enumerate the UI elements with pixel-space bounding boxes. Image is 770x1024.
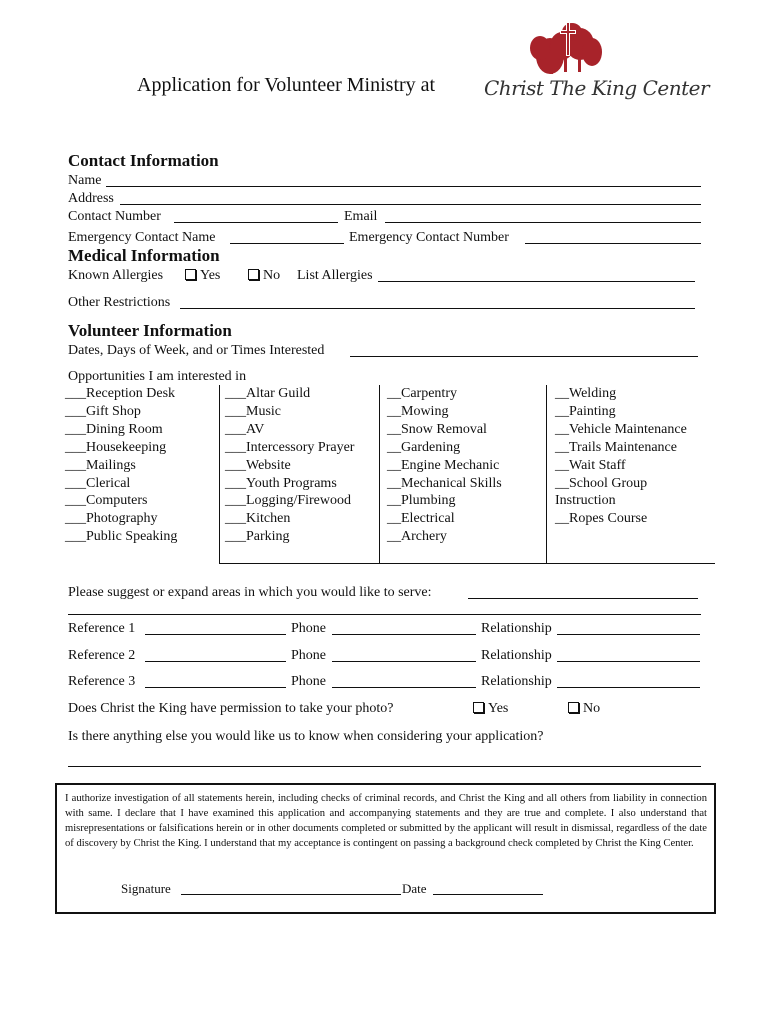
email-label: Email (344, 209, 378, 224)
list-allergies-field[interactable] (378, 281, 695, 282)
opportunity-item[interactable]: ___Parking (225, 529, 290, 545)
dates-field[interactable] (350, 356, 698, 357)
list-allergies-label: List Allergies (297, 268, 373, 283)
reference-1-phone-label: Phone (291, 621, 326, 636)
suggest-field-line-1[interactable] (468, 598, 698, 599)
opportunity-item[interactable]: __Ropes Course (555, 511, 648, 527)
opportunity-item[interactable]: __Plumbing (387, 493, 456, 509)
reference-2-label: Reference 2 (68, 648, 136, 663)
opportunities-bottom-rule (219, 563, 715, 564)
contact-heading: Contact Information (68, 151, 219, 170)
reference-3-phone-field[interactable] (332, 687, 476, 688)
opportunity-item[interactable]: __Engine Mechanic (387, 457, 500, 473)
page-title: Application for Volunteer Ministry at (137, 74, 436, 96)
reference-3-relationship-field[interactable] (557, 687, 700, 688)
opportunities-column-4 (555, 385, 705, 563)
opportunity-item[interactable]: ___AV (225, 421, 265, 437)
opportunity-item[interactable]: ___Intercessory Prayer (225, 439, 355, 455)
allergies-yes-option[interactable]: Yes (185, 267, 220, 284)
emergency-name-field[interactable] (230, 243, 344, 244)
reference-1-label: Reference 1 (68, 621, 136, 636)
opportunity-item[interactable]: ___Housekeeping (65, 439, 167, 455)
opportunity-item[interactable]: ___Youth Programs (225, 475, 337, 491)
opportunity-item[interactable]: ___Gift Shop (65, 403, 141, 419)
opportunities-column-2 (225, 385, 380, 563)
anything-else-field[interactable] (68, 766, 701, 767)
reference-2-relationship-label: Relationship (481, 648, 552, 663)
allergies-label: Known Allergies (68, 268, 164, 283)
email-field[interactable] (385, 222, 701, 223)
name-field[interactable] (106, 186, 701, 187)
opportunity-item[interactable]: ___Public Speaking (65, 529, 178, 545)
date-field[interactable] (433, 894, 543, 895)
authorization-box (55, 783, 716, 914)
address-field[interactable] (120, 204, 701, 205)
logo (480, 18, 710, 108)
reference-2-phone-field[interactable] (332, 661, 476, 662)
reference-1-relationship-label: Relationship (481, 621, 552, 636)
authorization-text: I authorize investigation of all statements herein, including checks of criminal records, and Christ the King and all others from liability in connection with same. I declare that I have examined this application and accompanying statements and they are true and complete. I also understand that misrepresentations or falsifications herein or in other documents completed or submitted by the applicant will result in dismissal, regardless of the date of discovery by Christ the King. I understand that my acceptance is contingent on passing a background check completed by Christ the King Center. (65, 793, 707, 849)
opportunity-item[interactable]: __Wait Staff (555, 457, 626, 473)
opportunity-item[interactable]: __Snow Removal (387, 421, 487, 437)
opportunity-item[interactable]: __Trails Maintenance (555, 439, 677, 455)
reference-3-relationship-label: Relationship (481, 674, 552, 689)
photo-no-option[interactable]: No (568, 700, 600, 717)
address-label: Address (68, 191, 114, 206)
reference-2-relationship-field[interactable] (557, 661, 700, 662)
opportunity-item[interactable]: __Mowing (387, 403, 449, 419)
logo-text: Christ The King Center (484, 76, 710, 100)
opportunity-item[interactable]: ___Mailings (65, 457, 136, 473)
opportunity-item[interactable]: __Vehicle Maintenance (555, 421, 687, 437)
other-restrictions-label: Other Restrictions (68, 295, 171, 310)
opportunity-item[interactable]: __Carpentry (387, 386, 457, 401)
contact-number-label: Contact Number (68, 209, 161, 224)
emergency-number-field[interactable] (525, 243, 701, 244)
reference-1-field[interactable] (145, 634, 286, 635)
opportunity-item[interactable]: ___Clerical (65, 475, 131, 491)
opportunity-item[interactable]: ___Photography (65, 511, 158, 527)
photo-permission-question: Does Christ the King have permission to take your photo? (68, 701, 394, 716)
opportunity-item[interactable]: __School Group (555, 475, 648, 491)
signature-field[interactable] (181, 894, 401, 895)
suggest-label: Please suggest or expand areas in which you would like to serve: (68, 585, 432, 600)
reference-1-relationship-field[interactable] (557, 634, 700, 635)
date-label: Date (402, 881, 427, 896)
opportunities-label: Opportunities I am interested in (68, 369, 247, 384)
reference-3-field[interactable] (145, 687, 286, 688)
opportunity-item: Instruction (555, 493, 616, 509)
volunteer-heading: Volunteer Information (68, 321, 232, 340)
opportunity-item[interactable]: ___Logging/Firewood (225, 493, 351, 509)
reference-2-phone-label: Phone (291, 648, 326, 663)
photo-yes-option[interactable]: Yes (473, 700, 508, 717)
opportunity-item[interactable]: ___Reception Desk (65, 386, 176, 401)
contact-number-field[interactable] (174, 222, 338, 223)
opportunities-column-3 (387, 385, 547, 563)
opportunity-item[interactable]: ___Computers (65, 493, 148, 509)
other-restrictions-field[interactable] (180, 308, 695, 309)
reference-3-label: Reference 3 (68, 674, 136, 689)
dates-label: Dates, Days of Week, and or Times Interested (68, 343, 325, 358)
anything-else-question: Is there anything else you would like us to know when considering your application? (68, 729, 544, 744)
opportunity-item[interactable]: __Welding (555, 386, 617, 401)
opportunity-item[interactable]: ___Kitchen (225, 511, 291, 527)
suggest-field-line-2[interactable] (68, 614, 701, 615)
emergency-number-label: Emergency Contact Number (349, 230, 509, 245)
emergency-name-label: Emergency Contact Name (68, 230, 216, 245)
opportunity-item[interactable]: __Painting (555, 403, 616, 419)
opportunity-item[interactable]: ___Website (225, 457, 291, 473)
opportunity-item[interactable]: ___Dining Room (65, 421, 163, 437)
opportunity-item[interactable]: __Gardening (387, 439, 461, 455)
reference-1-phone-field[interactable] (332, 634, 476, 635)
opportunity-item[interactable]: ___Altar Guild (225, 386, 311, 401)
checkbox-icon[interactable] (568, 702, 579, 713)
opportunity-item[interactable]: __Electrical (387, 511, 455, 527)
checkbox-icon[interactable] (185, 269, 196, 280)
reference-2-field[interactable] (145, 661, 286, 662)
reference-3-phone-label: Phone (291, 674, 326, 689)
opportunity-item[interactable]: ___Music (225, 403, 281, 419)
opportunity-item[interactable]: __Mechanical Skills (387, 475, 502, 491)
medical-heading: Medical Information (68, 246, 220, 265)
opportunity-item[interactable]: __Archery (387, 529, 447, 545)
allergies-no-option[interactable]: No (248, 267, 280, 284)
signature-label: Signature (121, 881, 171, 896)
name-label: Name (68, 173, 102, 188)
checkbox-icon[interactable] (248, 269, 259, 280)
checkbox-icon[interactable] (473, 702, 484, 713)
opportunities-column-1 (65, 385, 220, 563)
